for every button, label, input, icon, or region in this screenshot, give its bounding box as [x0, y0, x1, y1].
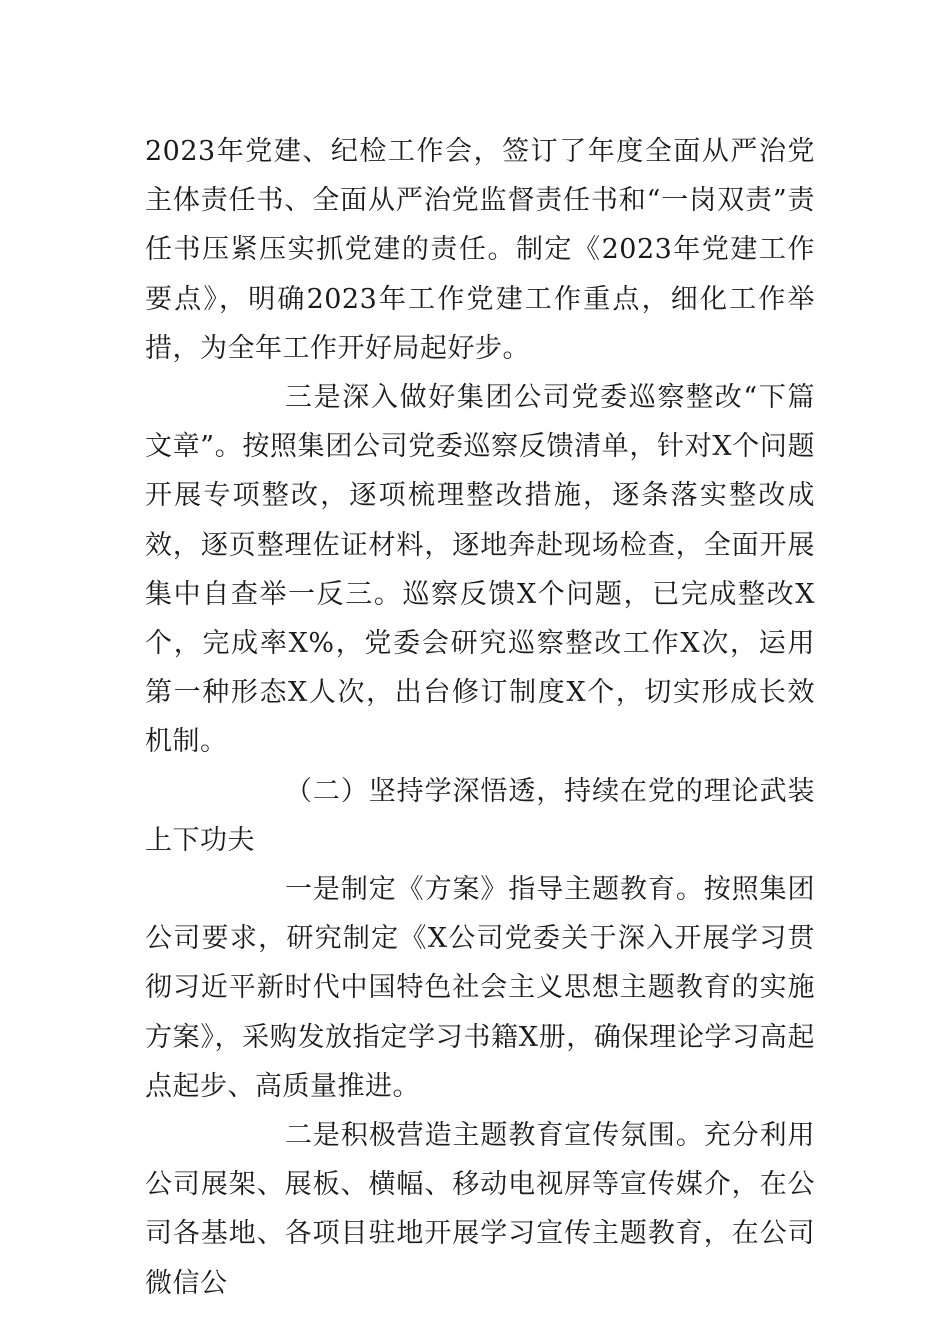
- section-heading-theory-study: （二）坚持学深悟透，持续在党的理论武装上下功夫: [145, 775, 815, 856]
- paragraph-inspection-rectification: 三是深入做好集团公司党委巡察整改“下篇文章”。按照集团公司党委巡察反馈清单，针对X个问题开展专项整改，逐项梳理整改措施，逐条落实整改成效，逐页整理佐证材料，逐地奔赴现场检查，全面开展集中自查举一反三。巡察反馈X个问题，已完成整改X个，完成率X%，党委会研究巡察整改工作X次，运用第一种形态X人次，出台修订制度X个，切实形成长效机制。: [145, 382, 815, 758]
- document-body: [145, 127, 815, 1308]
- paragraph-continuation: 2023年党建、纪检工作会，签订了年度全面从严治党主体责任书、全面从严治党监督责任书和“一岗双责”责任书压紧压实抓党建的责任。制定《2023年党建工作要点》，明确2023年工作党建工作重点，细化工作举措，为全年工作开好局起好步。: [145, 136, 815, 364]
- paragraph-theme-education-publicity: 二是积极营造主题教育宣传氛围。充分利用公司展架、展板、横幅、移动电视屏等宣传媒介，在公司各基地、各项目驻地开展学习宣传主题教育，在公司微信公: [145, 1120, 815, 1299]
- paragraph-theme-education-plan: 一是制定《方案》指导主题教育。按照集团公司要求，研究制定《X公司党委关于深入开展学习贯彻习近平新时代中国特色社会主义思想主题教育的实施方案》，采购发放指定学习书籍X册，确保理论学习高起点起步、高质量推进。: [145, 874, 815, 1102]
